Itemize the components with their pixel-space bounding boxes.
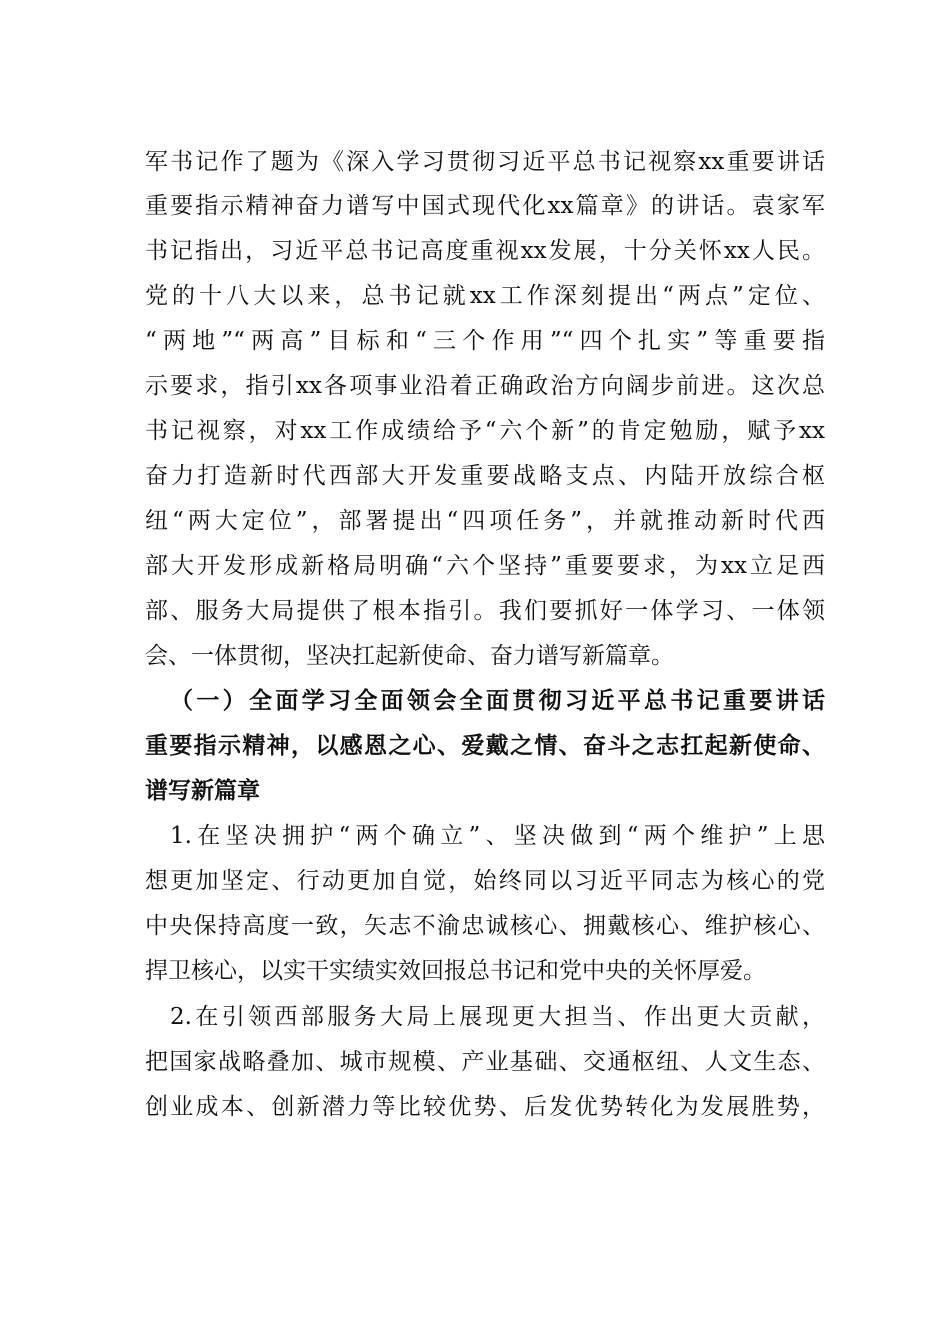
text-line: 纽“两大定位”，部署提出“四项任务”，并就推动新时代西 [145,508,825,534]
text-line: 部、服务大局提供了根本指引。我们要抓好一体学习、一体领 [145,598,825,624]
text-line: 中央保持高度一致，矢志不渝忠诚核心、拥戴核心、维护核心、 [145,913,825,939]
text-line: 奋力打造新时代西部大开发重要战略支点、内陆开放综合枢 [145,463,825,489]
text-line: 示要求，指引xx各项事业沿着正确政治方向阔步前进。这次总 [145,373,825,399]
text-line: 把国家战略叠加、城市规模、产业基础、交通枢纽、人文生态、 [145,1049,825,1075]
text-line: 书记指出，习近平总书记高度重视xx发展，十分关怀xx人民。 [145,238,825,264]
text-line: “两地”“两高”目标和“三个作用”“四个扎实”等重要指 [145,328,825,354]
text-line: 1.在坚决拥护“两个确立”、坚决做到“两个维护”上思 [170,823,825,849]
text-line: 重要指示精神奋力谱写中国式现代化xx篇章》的讲话。袁家军 [145,193,825,219]
text-line: 会、一体贯彻，坚决扛起新使命、奋力谱写新篇章。 [145,643,674,669]
text-line: 书记视察，对xx工作成绩给予“六个新”的肯定勉励，赋予xx [145,418,825,444]
heading-line: （一）全面学习全面领会全面贯彻习近平总书记重要讲话 [170,687,825,714]
text-line: 军书记作了题为《深入学习贯彻习近平总书记视察xx重要讲话 [145,149,825,175]
heading-line: 重要指示精神，以感恩之心、爱戴之情、奋斗之志扛起新使命、 [145,732,825,759]
text-line: 党的十八大以来，总书记就xx工作深刻提出“两点”定位、 [145,283,825,309]
text-line: 想更加坚定、行动更加自觉，始终同以习近平同志为核心的党 [145,868,825,894]
text-line: 部大开发形成新格局明确“六个坚持”重要要求，为xx立足西 [145,553,825,579]
text-line: 捍卫核心，以实干实绩实效回报总书记和党中央的关怀厚爱。 [145,958,766,984]
text-line: 2.在引领西部服务大局上展现更大担当、作出更大贡献， [170,1004,825,1030]
heading-line: 谱写新篇章 [145,777,260,804]
text-line: 创业成本、创新潜力等比较优势、后发优势转化为发展胜势， [145,1094,825,1120]
